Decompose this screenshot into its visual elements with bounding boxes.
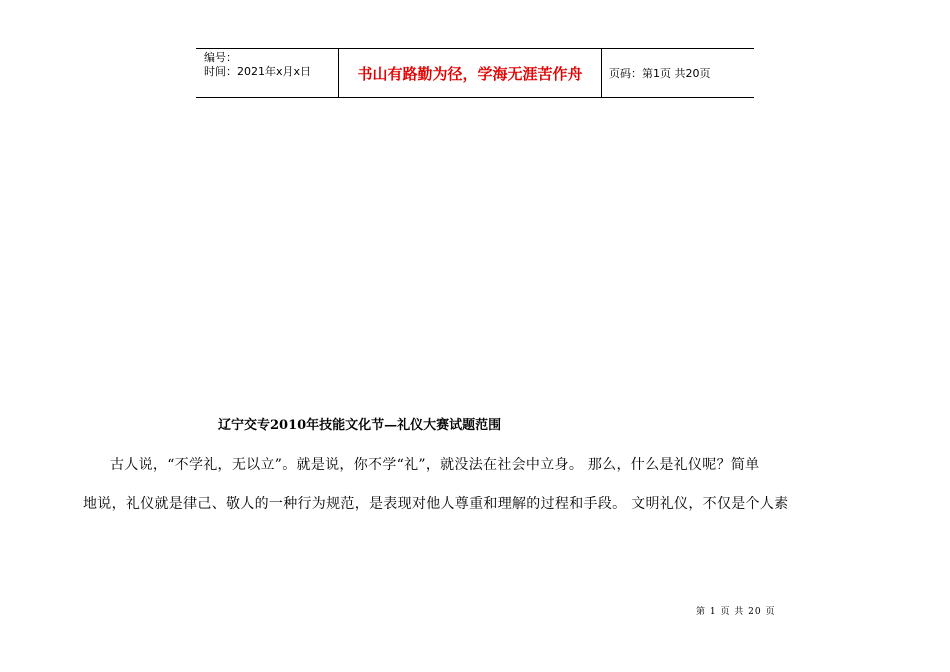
document-date-label: 时间：2021年x月x日 (204, 65, 312, 78)
header-table (196, 48, 754, 98)
body-paragraph (83, 446, 863, 524)
paragraph-line: 古人说，“不学礼，无以立”。就是说，你不学“礼”，就没法在社会中立身。 那么，什么是礼仪呢？简单 (110, 457, 760, 473)
header-page-label: 页码：第1页 共20页 (609, 67, 711, 80)
header-motto: 书山有路勤为径，学海无涯苦作舟 (357, 64, 583, 83)
document-title: 辽宁交专2010年技能文化节—礼仪大赛试题范围 (218, 418, 502, 433)
document-number-label: 编号： (204, 51, 237, 64)
header-page-cell (602, 49, 754, 97)
page-footer: 第 1 页 共 20 页 (696, 607, 776, 617)
paragraph-line: 地说，礼仪就是律己、敬人的一种行为规范，是表现对他人尊重和理解的过程和手段。 文明礼仪，不仅是个人素 (83, 496, 789, 512)
header-motto-cell (338, 49, 602, 97)
header-meta-cell (196, 49, 338, 97)
